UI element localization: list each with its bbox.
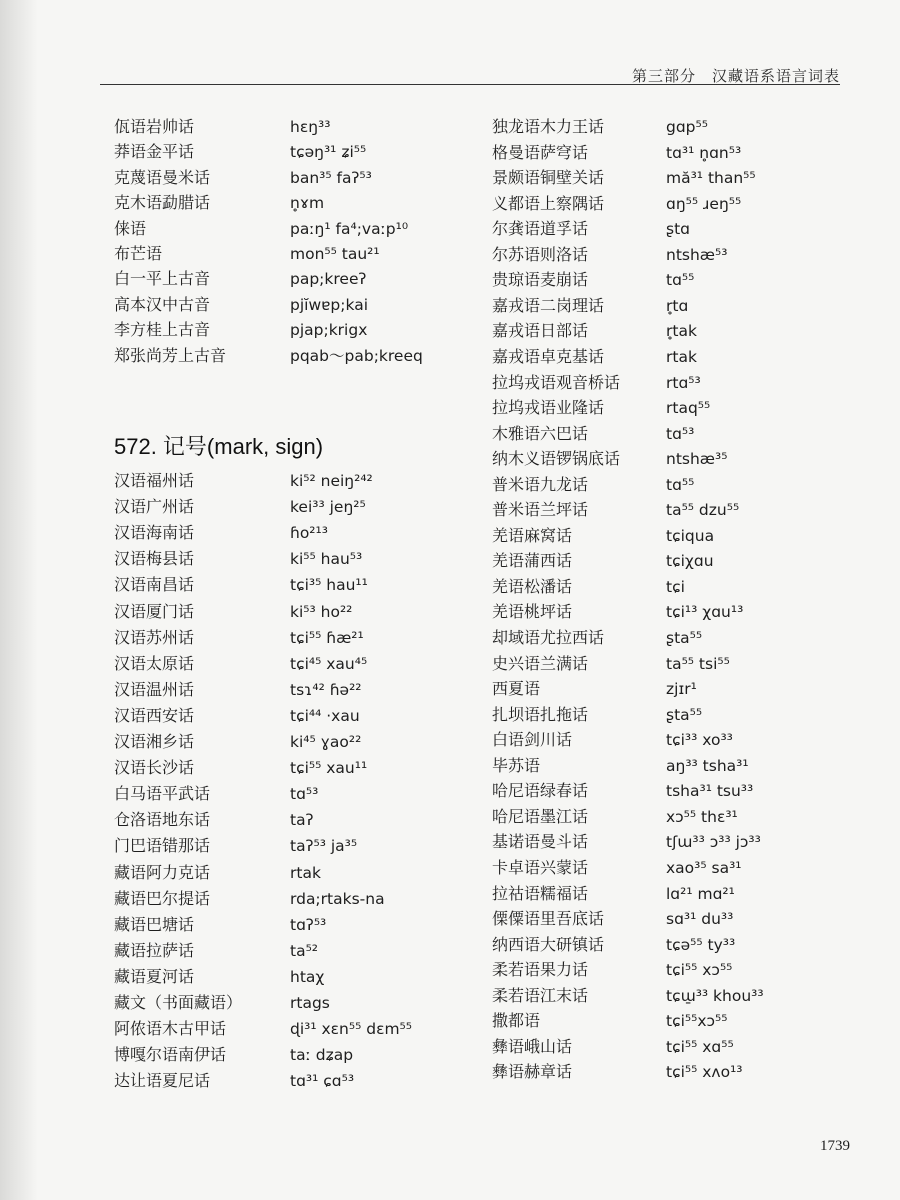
language-name: 汉语苏州话 <box>114 627 195 647</box>
language-name: 柔若语江末话 <box>492 985 589 1005</box>
language-name: 纳西语大研镇话 <box>492 934 605 954</box>
language-name: 克木语勐腊话 <box>114 193 211 213</box>
language-name: 纳木义语锣锅底话 <box>492 449 621 469</box>
language-name: 藏文（书面藏语） <box>114 993 243 1012</box>
language-name: 傈僳语里吾底话 <box>492 909 605 929</box>
phonetic-form: ban³⁵ faʔ⁵³ <box>290 168 372 187</box>
phonetic-form: xɔ⁵⁵ thɛ³¹ <box>666 807 738 826</box>
phonetic-form: tɕi <box>666 577 685 596</box>
phonetic-form: tɕi⁴⁴ ·xau <box>290 706 360 725</box>
language-name: 羌语麻窝话 <box>492 525 573 545</box>
language-name: 莽语金平话 <box>114 142 195 162</box>
phonetic-form: r̥tɑ <box>666 296 689 315</box>
language-name: 藏语阿力克话 <box>114 862 211 882</box>
language-name: 汉语梅县话 <box>114 549 195 569</box>
language-name: 嘉戎语二岗理话 <box>492 295 605 315</box>
phonetic-form: gɑp⁵⁵ <box>666 118 708 136</box>
language-name: 佤语岩帅话 <box>114 117 195 136</box>
phonetic-form: tɕi⁵⁵ ɦæ²¹ <box>290 628 364 647</box>
language-name: 博嘎尔语南伊话 <box>114 1045 227 1065</box>
phonetic-form: tɕiχɑu <box>666 552 714 571</box>
phonetic-form: ʂtɑ <box>666 220 690 239</box>
header-title: 第三部分 汉藏语系语言词表 <box>631 67 840 85</box>
phonetic-form: tɕi⁵⁵ xɑ⁵⁵ <box>666 1037 734 1056</box>
phonetic-form: tɕəŋ³¹ ʑi⁵⁵ <box>290 143 367 162</box>
phonetic-form: rtak <box>666 347 697 366</box>
language-name: 藏语巴尔提话 <box>114 888 211 908</box>
section-title: 572. 记号(mark, sign) <box>114 434 324 459</box>
language-name: 白语剑川话 <box>492 730 573 750</box>
phonetic-form: tɕɯ̱³³ khou³³ <box>666 986 764 1005</box>
language-name: 阿侬语木古甲话 <box>114 1019 227 1039</box>
phonetic-form: sɑ³¹ du³³ <box>666 910 734 929</box>
language-name: 汉语海南话 <box>114 523 195 543</box>
phonetic-form: mon⁵⁵ tau²¹ <box>290 245 380 263</box>
phonetic-form: lɑ²¹ mɑ²¹ <box>666 884 735 903</box>
language-name: 俫语 <box>114 218 147 238</box>
running-header <box>100 55 840 85</box>
language-name: 藏语巴塘话 <box>114 914 195 934</box>
phonetic-form: rtags <box>290 994 330 1012</box>
phonetic-form: tsha³¹ tsu³³ <box>666 782 754 801</box>
language-name: 白一平上古音 <box>114 269 211 289</box>
language-name: 彝语赫章话 <box>492 1062 573 1082</box>
language-name: 克蔑语曼米话 <box>114 167 211 187</box>
phonetic-form: tɕi³³ xo³³ <box>666 731 733 750</box>
phonetic-form: tɑ⁵³ <box>666 424 695 443</box>
language-name: 汉语厦门话 <box>114 601 195 621</box>
language-name: 羌语蒲西话 <box>492 551 573 571</box>
language-name: 哈尼语绿春话 <box>492 781 589 801</box>
phonetic-form: hɛŋ³³ <box>290 118 331 136</box>
phonetic-form: ʂta⁵⁵ <box>666 629 703 647</box>
language-name: 却域语尤拉西话 <box>492 628 605 647</box>
phonetic-form: ki⁵⁵ hau⁵³ <box>290 550 363 569</box>
phonetic-form: tɕi⁵⁵ xɔ⁵⁵ <box>666 961 733 980</box>
phonetic-form: tɕi⁴⁵ xau⁴⁵ <box>290 654 368 673</box>
phonetic-form: rtɑ⁵³ <box>666 373 701 392</box>
language-name: 独龙语木力王话 <box>492 117 605 136</box>
phonetic-form: paːŋ¹ fa⁴;vaːp¹⁰ <box>290 219 409 238</box>
language-name: 拉祜语糯福话 <box>492 883 589 903</box>
language-name: 义都语上察隅话 <box>492 193 605 213</box>
phonetic-form: pqab～pab;kreeq <box>290 346 423 365</box>
phonetic-form: ki⁵² neiŋ²⁴² <box>290 472 373 490</box>
phonetic-form: tɑ³¹ n̥ɑn⁵³ <box>666 143 742 162</box>
phonetic-form: ki⁵³ ho²² <box>290 602 353 621</box>
phonetic-form: tʃɯ³³ ɔ³³ jɔ³³ <box>666 833 761 852</box>
phonetic-form: rda;rtaks-na <box>290 889 385 908</box>
language-name: 柔若语果力话 <box>492 960 589 980</box>
header-rule <box>100 84 840 85</box>
language-name: 仓洛语地东话 <box>114 810 211 830</box>
language-name: 汉语西安话 <box>114 705 195 725</box>
page-gutter-shadow <box>0 0 38 1200</box>
phonetic-form: tɑ⁵³ <box>290 785 319 804</box>
phonetic-form: tɑʔ⁵³ <box>290 915 327 934</box>
phonetic-form: tɕə⁵⁵ ty³³ <box>666 935 736 954</box>
language-name: 尔苏语则洛话 <box>492 244 589 264</box>
phonetic-form: mă³¹ than⁵⁵ <box>666 169 756 188</box>
language-name: 基诺语曼斗话 <box>492 832 589 852</box>
language-name: 景颇语铜壁关话 <box>492 168 605 188</box>
phonetic-form: rtak <box>290 863 321 882</box>
language-name: 羌语松潘话 <box>492 576 573 596</box>
phonetic-form: tɕi⁵⁵xɔ⁵⁵ <box>666 1012 728 1031</box>
phonetic-form: tɑ⁵⁵ <box>666 475 695 494</box>
language-name: 彝语峨山话 <box>492 1036 573 1056</box>
language-name: 卡卓语兴蒙话 <box>492 857 589 877</box>
phonetic-form: htaχ <box>290 967 325 986</box>
phonetic-form: zjɪr¹ <box>666 680 697 699</box>
phonetic-form: tɕiqua <box>666 526 715 545</box>
language-name: 达让语夏尼话 <box>114 1071 211 1091</box>
language-name: 羌语桃坪话 <box>492 602 573 622</box>
language-name: 嘉戎语日部话 <box>492 321 589 341</box>
phonetic-form: ki⁴⁵ ɣao²² <box>290 733 362 751</box>
phonetic-form: ʂta⁵⁵ <box>666 705 703 724</box>
language-name: 哈尼语墨江话 <box>492 806 589 826</box>
phonetic-form: tɕi⁵⁵ xau¹¹ <box>290 759 368 778</box>
phonetic-form: ɑŋ⁵⁵ ɹeŋ⁵⁵ <box>666 194 742 213</box>
language-name: 郑张尚芳上古音 <box>114 345 227 365</box>
page-number: 1739 <box>820 1138 850 1154</box>
language-name: 汉语太原话 <box>114 653 195 673</box>
phonetic-form: xao³⁵ sa³¹ <box>666 858 742 877</box>
language-name: 西夏语 <box>492 679 541 699</box>
language-name: 嘉戎语卓克基话 <box>492 346 605 366</box>
phonetic-form: ta⁵⁵ tsi⁵⁵ <box>666 654 730 673</box>
phonetic-form: ntshæ³⁵ <box>666 450 728 469</box>
phonetic-form: ɖi³¹ xɛn⁵⁵ dɛm⁵⁵ <box>290 1020 412 1039</box>
language-name: 藏语夏河话 <box>114 966 195 986</box>
language-name: 高本汉中古音 <box>114 294 211 314</box>
language-name: 藏语拉萨话 <box>114 940 195 960</box>
phonetic-form: taʔ <box>290 811 314 830</box>
language-name: 尔龚语道孚话 <box>492 219 589 239</box>
phonetic-form: ɦo²¹³ <box>290 524 328 543</box>
language-name: 普米语九龙话 <box>492 474 589 494</box>
language-name: 毕苏语 <box>492 755 541 775</box>
phonetic-form: tɑ³¹ ɕɑ⁵³ <box>290 1072 355 1091</box>
phonetic-form: pjĭwɐp;kai <box>290 295 368 314</box>
language-name: 汉语福州话 <box>114 471 195 490</box>
phonetic-form: pjap;krigx <box>290 321 368 340</box>
phonetic-form: ta⁵⁵ dzu⁵⁵ <box>666 501 740 520</box>
language-name: 李方桂上古音 <box>114 320 211 340</box>
phonetic-form: r̥tak <box>666 322 697 341</box>
phonetic-form: aŋ³³ tsha³¹ <box>666 756 749 775</box>
language-name: 撒都语 <box>492 1011 541 1031</box>
language-name: 汉语温州话 <box>114 679 195 699</box>
phonetic-form: pap;kreeʔ <box>290 270 367 289</box>
language-name: 白马语平武话 <box>114 784 211 804</box>
language-name: 汉语南昌话 <box>114 575 195 595</box>
language-name: 拉坞戎语观音桥话 <box>492 372 621 392</box>
phonetic-form: tsɿ⁴² ɦə²² <box>290 680 362 699</box>
phonetic-form: n̥ɤm <box>290 194 325 213</box>
language-name: 贵琼语麦崩话 <box>492 270 589 290</box>
phonetic-form: ta⁵² <box>290 941 319 960</box>
phonetic-form: tɕi¹³ χɑu¹³ <box>666 603 744 622</box>
phonetic-form: kei³³ jeŋ²⁵ <box>290 498 366 517</box>
language-name: 格曼语萨穹话 <box>492 142 589 162</box>
language-name: 布芒语 <box>114 244 163 263</box>
language-name: 拉坞戎语业隆话 <box>492 398 605 418</box>
phonetic-form: ntshæ⁵³ <box>666 245 728 264</box>
phonetic-form: rtaq⁵⁵ <box>666 399 711 418</box>
phonetic-form: tɕi³⁵ hau¹¹ <box>290 576 368 595</box>
phonetic-form: tɑ⁵⁵ <box>666 271 695 290</box>
language-name: 扎坝语扎拖话 <box>492 704 589 724</box>
phonetic-form: taː dʑap <box>290 1046 354 1065</box>
language-name: 木雅语六巴话 <box>492 423 589 443</box>
language-name: 汉语长沙话 <box>114 758 195 778</box>
language-name: 门巴语错那话 <box>114 836 211 856</box>
language-name: 史兴语兰满话 <box>492 653 589 673</box>
language-name: 普米语兰坪话 <box>492 500 589 520</box>
language-name: 汉语广州话 <box>114 497 195 517</box>
phonetic-form: tɕi⁵⁵ xʌo¹³ <box>666 1063 743 1082</box>
language-name: 汉语湘乡话 <box>114 732 195 751</box>
phonetic-form: taʔ⁵³ ja³⁵ <box>290 837 358 856</box>
